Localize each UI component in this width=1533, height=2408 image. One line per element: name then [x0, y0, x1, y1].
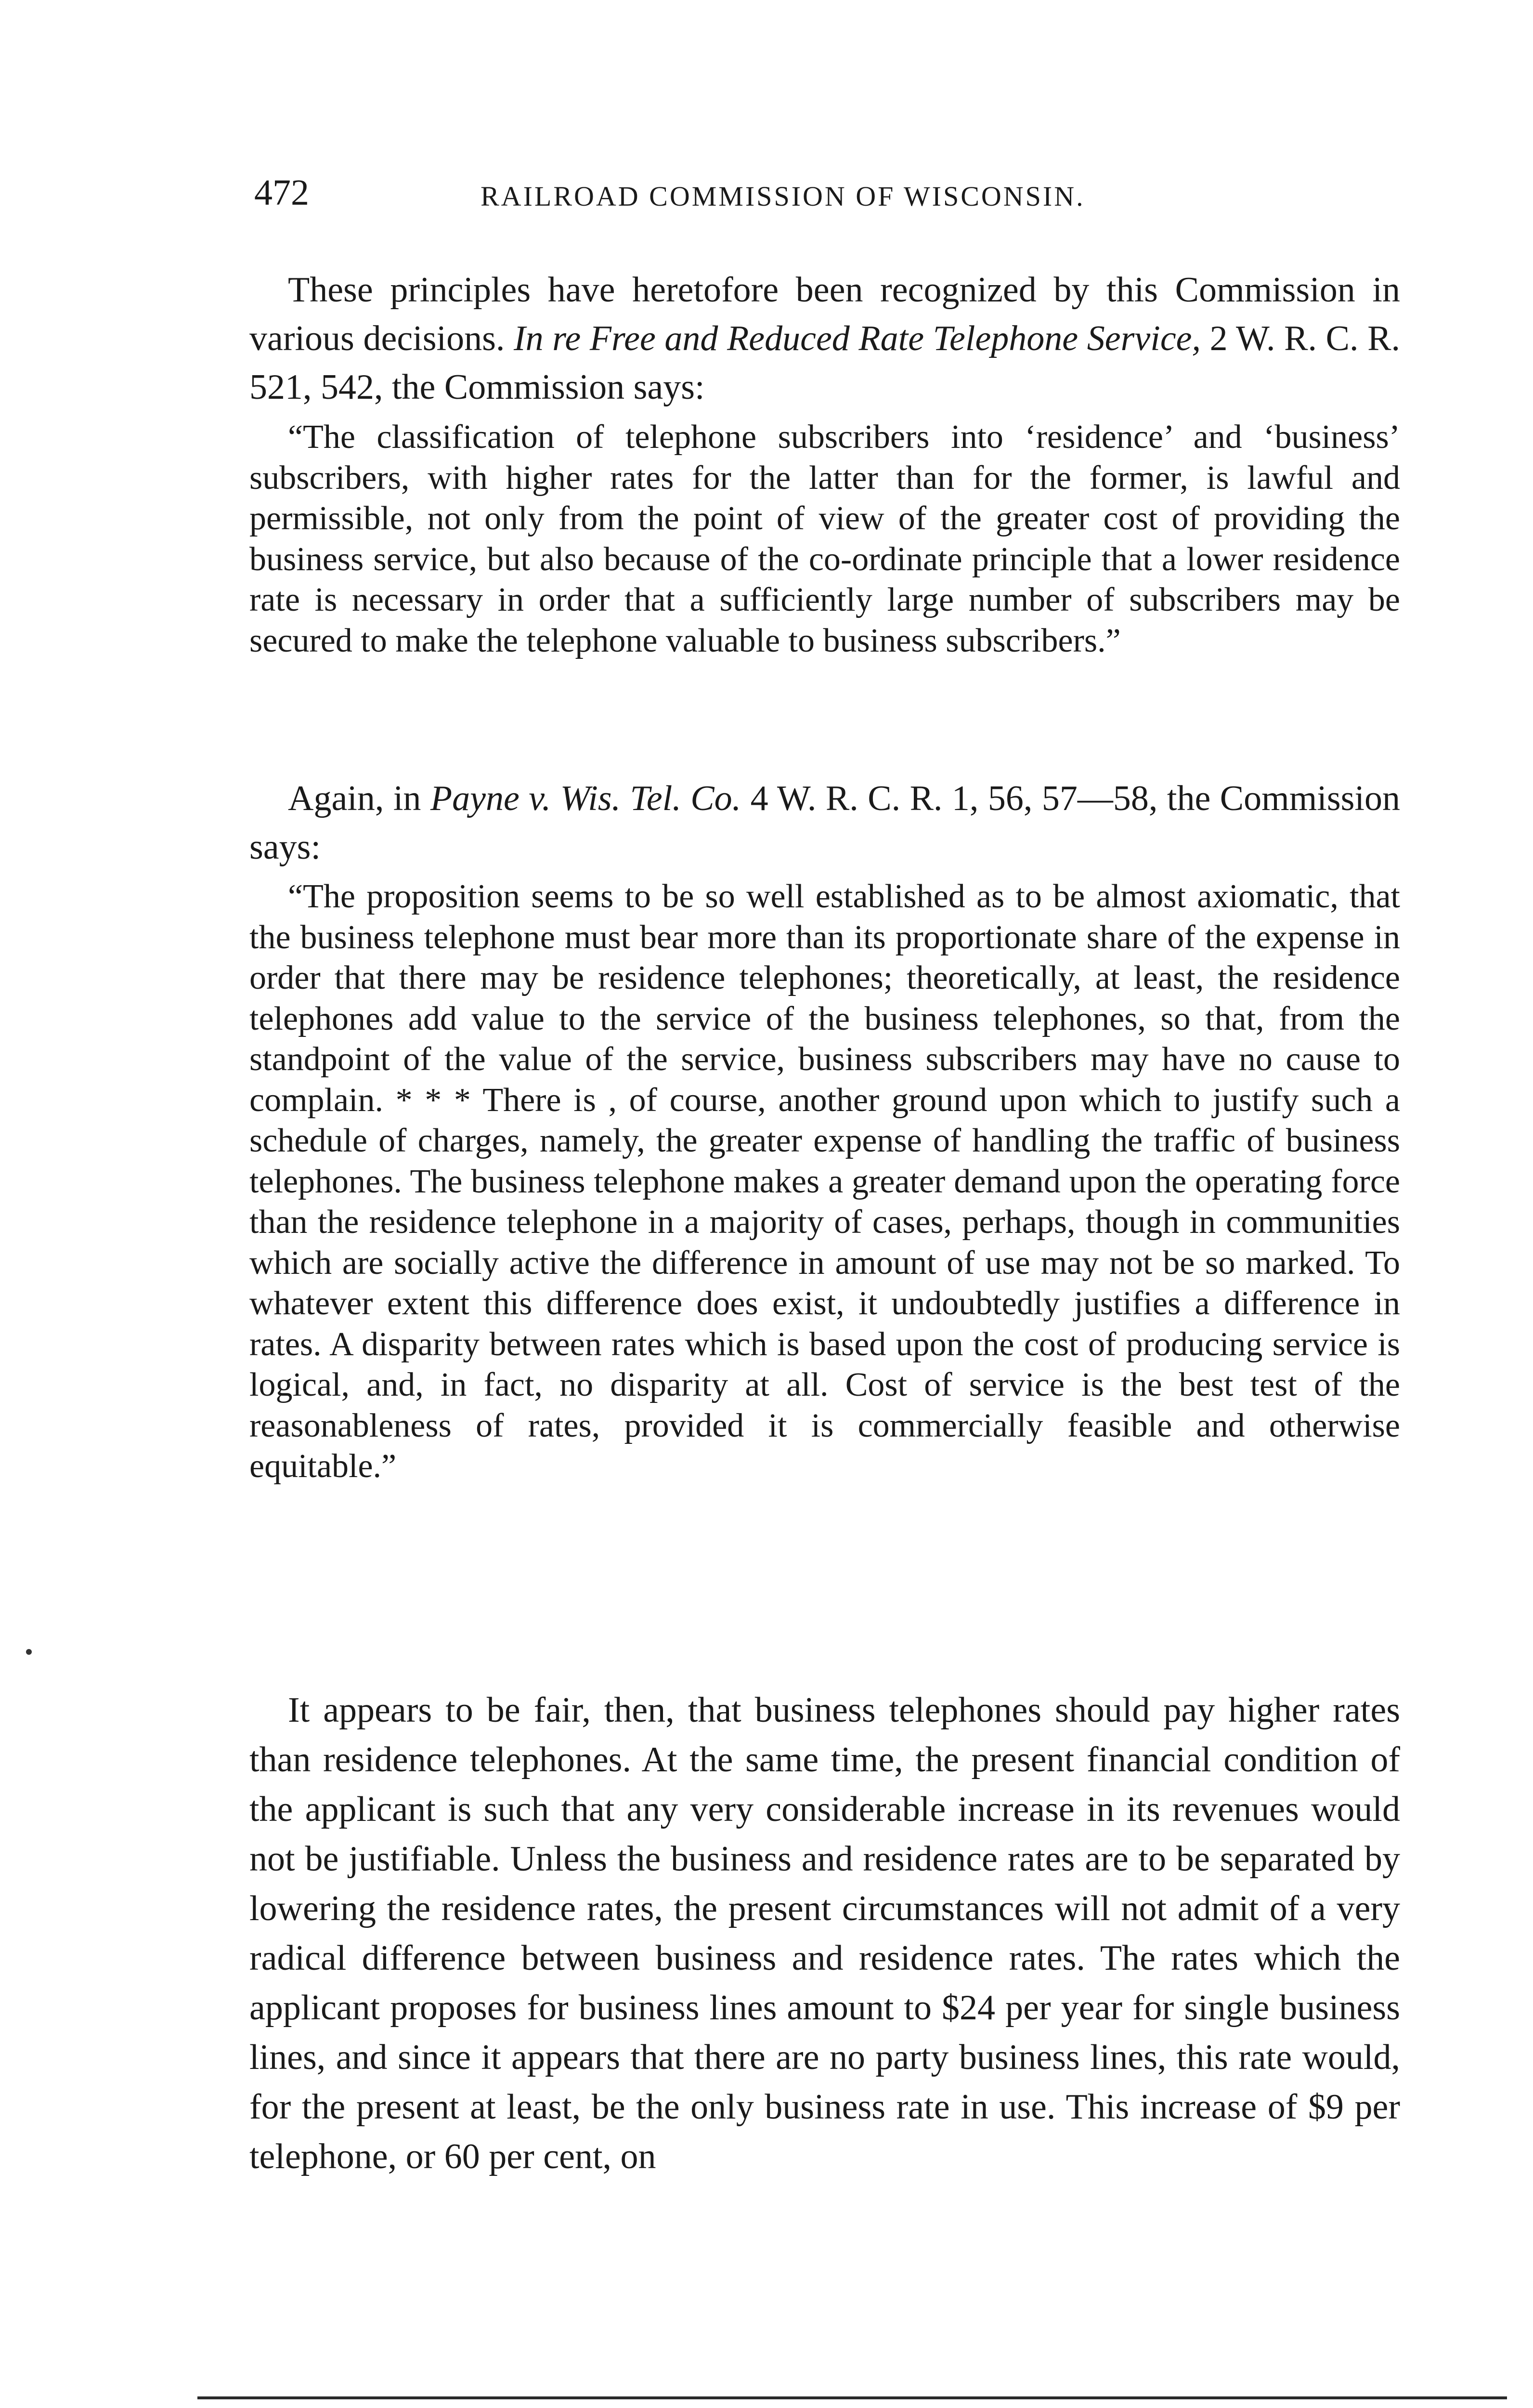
- paragraph-again: [249, 774, 1400, 872]
- bottom-rule: [197, 2396, 1507, 2399]
- paragraph-intro-text-b: 2 W. R. C. R. 521, 542, the Commission says:: [249, 319, 1400, 407]
- page-number: 472: [254, 172, 309, 213]
- paragraph-again-text-b: 4 W. R. C. R. 1, 56, 57—58, the Commission says:: [249, 779, 1400, 867]
- block-quote-proposition: “The proposition seems to be so well established as to be almost axiomatic, that the business telephone must bear more than its proportionate share of the expense in order that there may be residence telephones; theoretically, at least, the residence telephones add value to the service of the business telephones, so that, from the standpoint of the value of the service, business subscribers may have no cause to complain. * * * There is , of course, another ground upon which to justify such a schedule of charges, namely, the greater expense of handling the traffic of business telephones. The business telephone makes a greater demand upon the operating force than the residence telephone in a majority of cases, perhaps, though in communities which are socially active the difference in amount of use may not be so marked. To whatever extent this difference does exist, it undoubtedly justifies a difference in rates. A disparity between rates which is based upon the cost of producing service is logical, and, in fact, no disparity at all. Cost of service is the best test of the reasonableness of rates, provided it is commercially feasible and otherwise equitable.”: [249, 878, 1400, 1485]
- case-citation-payne: Payne v. Wis. Tel. Co.: [430, 779, 741, 818]
- page-header: [254, 169, 1400, 222]
- block-quote-classification: “The classification of telephone subscribers into ‘residence’ and ‘business’ subscribers, with higher rates for the latter than for the former, is lawful and permissible, not only from the point of view of the greater cost of providing the business service, but also because of the co-ordinate principle that a lower residence rate is necessary in order that a sufficiently large number of subscribers may be secured to make the telephone valuable to business subscribers.”: [249, 419, 1400, 659]
- case-citation-free-reduced-rate: In re Free and Reduced Rate Telephone Service,: [514, 319, 1201, 358]
- margin-mark: [26, 1649, 32, 1655]
- paragraph-conclusion: It appears to be fair, then, that business telephones should pay higher rates than residence telephones. At the same time, the present financial condition of the applicant is such that any very considerable increase in its revenues would not be justifiable. Unless the business and residence rates are to be separated by lowering the residence rates, the present circumstances will not admit of a very radical difference between business and residence rates. The rates which the applicant proposes for business lines amount to $24 per year for single business lines, and since it appears that there are no party business lines, this rate would, for the present at least, be the only business rate in use. This increase of $9 per telephone, or 60 per cent, on: [249, 1690, 1400, 2176]
- paragraph-again-text-a: Again, in: [288, 779, 430, 818]
- running-head: RAILROAD COMMISSION OF WISCONSIN.: [481, 181, 1085, 212]
- paragraph-intro: [249, 266, 1400, 412]
- paragraph-intro-text-a: These principles have heretofore been recognized by this Commission in various decisions.: [249, 270, 1400, 358]
